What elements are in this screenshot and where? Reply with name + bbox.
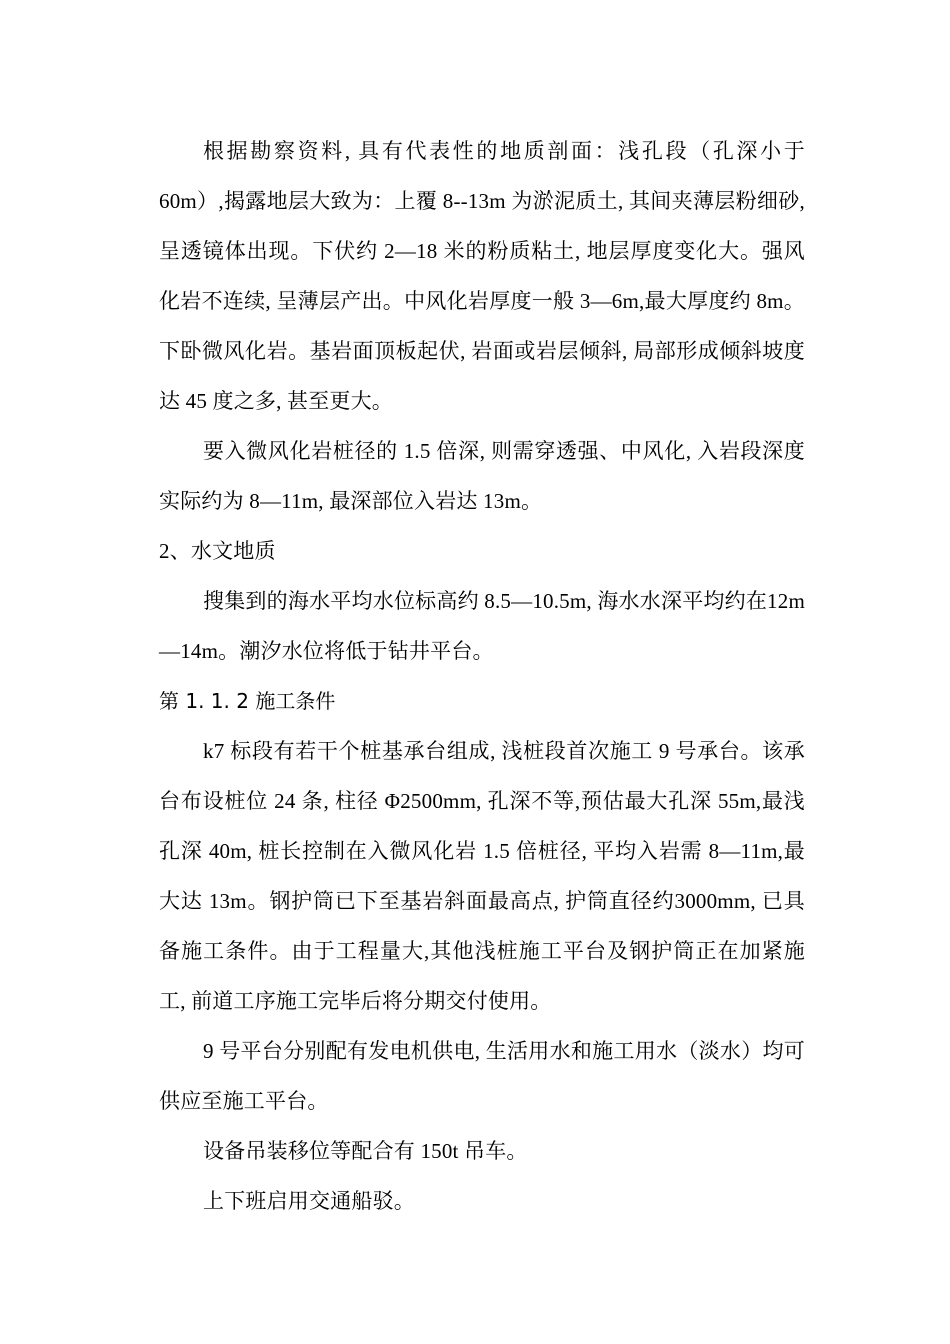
- section-heading-construction-conditions: 第 1. 1. 2 施工条件: [159, 689, 336, 713]
- paragraph-transport: 上下班启用交通船驳。: [203, 1189, 415, 1213]
- paragraph-power-water: 9 号平台分别配有发电机供电, 生活用水和施工用水（淡水）均可供应至施工平台。: [159, 1039, 805, 1113]
- paragraph-crane: 设备吊装移位等配合有 150t 吊车。: [203, 1139, 528, 1163]
- paragraph-rock-depth: 要入微风化岩桩径的 1.5 倍深, 则需穿透强、中风化, 入岩段深度实际约为 8—11m, 最深部位入岩达 13m。: [159, 439, 805, 513]
- section-heading-hydrogeology: 2、水文地质: [159, 539, 276, 563]
- paragraph-water-level: 搜集到的海水平均水位标高约 8.5—10.5m, 海水水深平均约在12m—14m。潮汐水位将低于钻井平台。: [159, 589, 805, 663]
- document-body: [159, 126, 805, 1226]
- paragraph-pile-details: k7 标段有若干个桩基承台组成, 浅桩段首次施工 9 号承台。该承台布设桩位 24 条, 柱径 Φ2500mm, 孔深不等,预估最大孔深 55m,最浅孔深 40m, 桩长控制在入微风化岩 1.5 倍桩径, 平均入岩需 8—11m,最大达 13m。钢护筒已下至基岩斜面最高点, 护筒直径约3000mm, 已具备施工条件。由于工程量大,其他浅桩施工平台及钢护筒正在加紧施工, 前道工序施工完毕后将分期交付使用。: [159, 739, 805, 1013]
- paragraph-geology-profile: 根据勘察资料, 具有代表性的地质剖面：浅孔段（孔深小于60m）,揭露地层大致为：上覆 8--13m 为淤泥质土, 其间夹薄层粉细砂,呈透镜体出现。下伏约 2—18 米的粉质粘土, 地层厚度变化大。强风化岩不连续, 呈薄层产出。中风化岩厚度一般 3—6m,最大厚度约 8m。下卧微风化岩。基岩面顶板起伏, 岩面或岩层倾斜, 局部形成倾斜坡度达 45 度之多, 甚至更大。: [159, 139, 805, 413]
